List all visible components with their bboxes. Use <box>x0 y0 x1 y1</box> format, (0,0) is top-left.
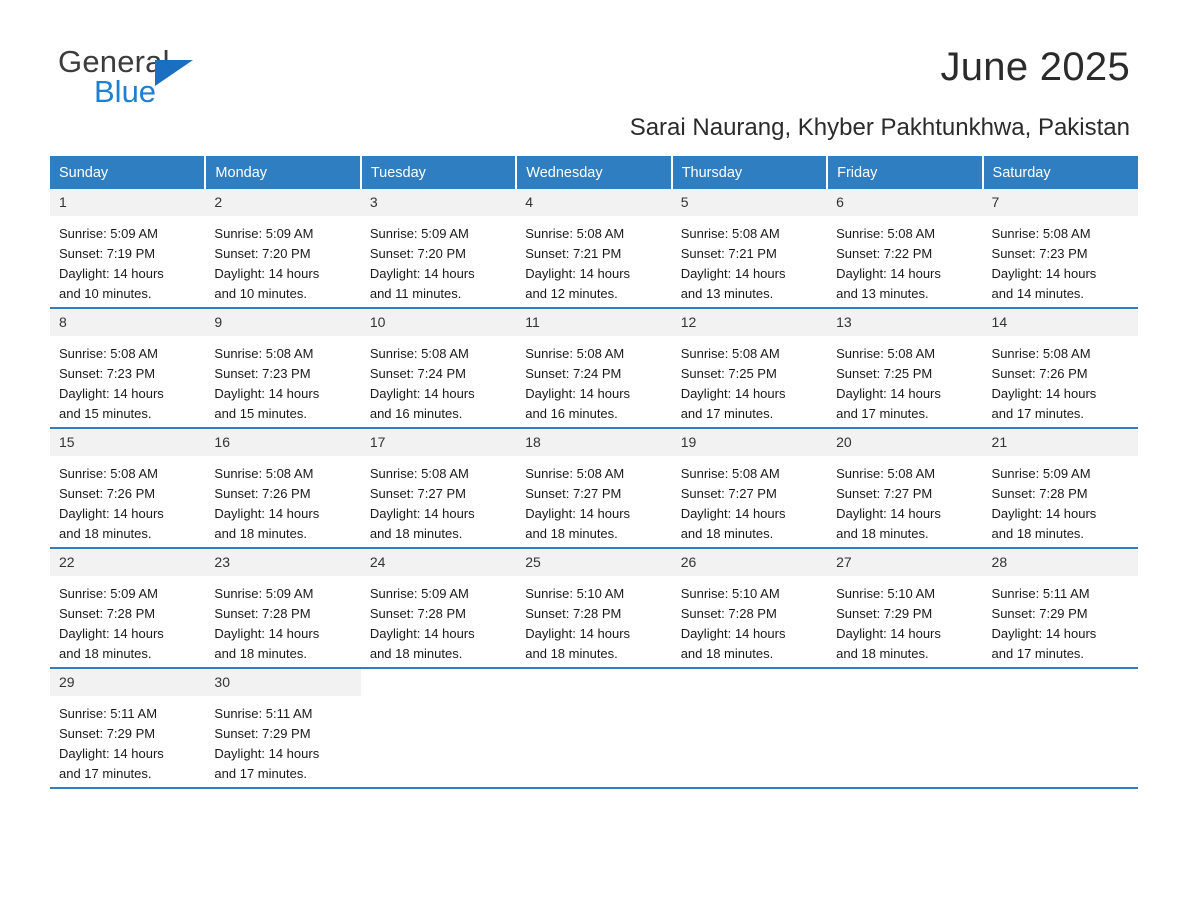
sunset-text: Sunset: 7:26 PM <box>214 486 311 501</box>
sunset-text: Sunset: 7:21 PM <box>525 246 622 261</box>
sunset-text: Sunset: 7:27 PM <box>836 486 933 501</box>
sunset-text: Sunset: 7:28 PM <box>991 486 1088 501</box>
day-details <box>50 576 205 664</box>
day-cell[interactable] <box>672 548 827 668</box>
sunrise-text: Sunrise: 5:09 AM <box>991 466 1091 481</box>
sunrise-text: Sunrise: 5:08 AM <box>836 466 936 481</box>
daylight-text-line2: and 18 minutes. <box>991 526 1085 541</box>
sunset-text: Sunset: 7:20 PM <box>369 246 466 261</box>
sunrise-text: Sunrise: 5:11 AM <box>991 586 1090 601</box>
daylight-text-line2: and 17 minutes. <box>59 766 152 781</box>
sunset-text: Sunset: 7:23 PM <box>59 366 156 381</box>
sunset-text: Sunset: 7:23 PM <box>991 246 1088 261</box>
daylight-text-line2: and 18 minutes. <box>59 646 152 661</box>
day-cell-empty <box>361 668 516 788</box>
calendar-week-row <box>50 428 1138 548</box>
daylight-text-line1: Daylight: 14 hours <box>836 506 941 521</box>
day-cell[interactable] <box>983 548 1138 668</box>
day-cell[interactable] <box>50 428 205 548</box>
daylight-text-line2: and 17 minutes. <box>214 766 307 781</box>
sunrise-text: Sunrise: 5:08 AM <box>59 466 158 481</box>
day-number: 6 <box>827 189 982 216</box>
calendar-week-row <box>50 308 1138 428</box>
daylight-text-line2: and 16 minutes. <box>369 406 463 421</box>
weekday-header-tuesday: Tuesday <box>361 156 516 189</box>
day-number: 24 <box>361 549 516 576</box>
sunrise-text: Sunrise: 5:08 AM <box>991 346 1091 361</box>
sunrise-text: Sunrise: 5:09 AM <box>369 586 469 601</box>
location-subtitle: Sarai Naurang, Khyber Pakhtunkhwa, Pakistan <box>629 114 1130 141</box>
day-number: 5 <box>672 189 827 216</box>
day-number: 8 <box>50 309 205 336</box>
sunrise-text: Sunrise: 5:08 AM <box>680 226 780 241</box>
day-cell[interactable] <box>205 428 360 548</box>
day-cell-empty <box>516 668 671 788</box>
day-number: 27 <box>827 549 982 576</box>
sunrise-text: Sunrise: 5:09 AM <box>214 226 314 241</box>
daylight-text-line2: and 11 minutes. <box>369 286 462 301</box>
logo-text-blue: Blue <box>94 74 157 109</box>
daylight-text-line1: Daylight: 14 hours <box>214 266 320 281</box>
daylight-text-line2: and 18 minutes. <box>369 526 463 541</box>
sunset-text: Sunset: 7:25 PM <box>680 366 777 381</box>
sunset-text: Sunset: 7:23 PM <box>214 366 311 381</box>
sunrise-text: Sunrise: 5:08 AM <box>680 346 780 361</box>
day-number: 14 <box>983 309 1138 336</box>
weekday-header-saturday: Saturday <box>983 156 1138 189</box>
sunrise-text: Sunrise: 5:09 AM <box>214 586 314 601</box>
weekday-header-sunday: Sunday <box>50 156 205 189</box>
daylight-text-line1: Daylight: 14 hours <box>525 506 631 521</box>
calendar-week-row <box>50 189 1138 308</box>
day-cell[interactable] <box>983 189 1138 308</box>
day-details <box>827 216 982 304</box>
sunset-text: Sunset: 7:27 PM <box>680 486 777 501</box>
sunset-text: Sunset: 7:24 PM <box>525 366 622 381</box>
sunrise-text: Sunrise: 5:08 AM <box>214 466 314 481</box>
daylight-text-line2: and 18 minutes. <box>525 526 618 541</box>
daylight-text-line1: Daylight: 14 hours <box>59 386 164 401</box>
day-details <box>361 456 516 544</box>
sunrise-text: Sunrise: 5:08 AM <box>836 346 936 361</box>
weekday-header-friday: Friday <box>827 156 982 189</box>
day-details <box>516 576 671 664</box>
day-cell-empty <box>672 668 827 788</box>
sunrise-text: Sunrise: 5:08 AM <box>369 346 469 361</box>
sunrise-text: Sunrise: 5:11 AM <box>59 706 158 721</box>
sunset-text: Sunset: 7:27 PM <box>525 486 622 501</box>
weekday-header-thursday: Thursday <box>672 156 827 189</box>
daylight-text-line2: and 18 minutes. <box>369 646 463 661</box>
day-details <box>50 456 205 544</box>
sunrise-sunset-calendar <box>50 156 1138 789</box>
day-number: 7 <box>983 189 1138 216</box>
day-details <box>672 456 827 544</box>
daylight-text-line1: Daylight: 14 hours <box>680 626 786 641</box>
daylight-text-line2: and 17 minutes. <box>680 406 774 421</box>
day-details <box>983 216 1138 304</box>
day-cell[interactable] <box>205 668 360 788</box>
day-number: 23 <box>205 549 360 576</box>
logo-text-general: General <box>58 44 170 79</box>
day-cell[interactable] <box>361 428 516 548</box>
day-cell[interactable] <box>361 548 516 668</box>
day-cell[interactable] <box>516 428 671 548</box>
daylight-text-line2: and 10 minutes. <box>214 286 307 301</box>
day-details <box>827 576 982 664</box>
daylight-text-line2: and 18 minutes. <box>59 526 152 541</box>
day-cell[interactable] <box>672 189 827 308</box>
sunset-text: Sunset: 7:29 PM <box>59 726 156 741</box>
day-cell[interactable] <box>516 308 671 428</box>
sunrise-text: Sunrise: 5:08 AM <box>836 226 936 241</box>
day-cell[interactable] <box>205 189 360 308</box>
day-details <box>516 216 671 304</box>
sunrise-text: Sunrise: 5:08 AM <box>991 226 1091 241</box>
daylight-text-line1: Daylight: 14 hours <box>525 386 631 401</box>
day-number: 29 <box>50 669 205 696</box>
sunset-text: Sunset: 7:28 PM <box>59 606 156 621</box>
sunrise-text: Sunrise: 5:08 AM <box>680 466 780 481</box>
day-number: 30 <box>205 669 360 696</box>
daylight-text-line2: and 12 minutes. <box>525 286 618 301</box>
day-cell[interactable] <box>827 308 982 428</box>
day-number: 3 <box>361 189 516 216</box>
daylight-text-line1: Daylight: 14 hours <box>214 626 320 641</box>
day-number: 17 <box>361 429 516 456</box>
day-cell[interactable] <box>983 308 1138 428</box>
daylight-text-line2: and 16 minutes. <box>525 406 618 421</box>
sunset-text: Sunset: 7:28 PM <box>369 606 466 621</box>
sunset-text: Sunset: 7:29 PM <box>991 606 1088 621</box>
day-number: 9 <box>205 309 360 336</box>
sunset-text: Sunset: 7:27 PM <box>369 486 466 501</box>
day-details <box>205 576 360 664</box>
day-details <box>50 336 205 424</box>
daylight-text-line2: and 18 minutes. <box>680 526 774 541</box>
daylight-text-line1: Daylight: 14 hours <box>525 626 631 641</box>
daylight-text-line2: and 18 minutes. <box>214 526 307 541</box>
weekday-header-wednesday: Wednesday <box>516 156 671 189</box>
sunset-text: Sunset: 7:26 PM <box>59 486 156 501</box>
day-cell[interactable] <box>50 308 205 428</box>
day-details <box>983 456 1138 544</box>
day-cell[interactable] <box>516 548 671 668</box>
day-number: 25 <box>516 549 671 576</box>
sunset-text: Sunset: 7:29 PM <box>214 726 311 741</box>
day-number: 21 <box>983 429 1138 456</box>
sunset-text: Sunset: 7:28 PM <box>525 606 622 621</box>
day-details <box>50 696 205 784</box>
day-details <box>983 336 1138 424</box>
day-number: 1 <box>50 189 205 216</box>
daylight-text-line2: and 10 minutes. <box>59 286 152 301</box>
daylight-text-line2: and 18 minutes. <box>214 646 307 661</box>
sunset-text: Sunset: 7:20 PM <box>214 246 311 261</box>
daylight-text-line1: Daylight: 14 hours <box>525 266 631 281</box>
day-number: 28 <box>983 549 1138 576</box>
daylight-text-line1: Daylight: 14 hours <box>214 506 320 521</box>
daylight-text-line1: Daylight: 14 hours <box>59 266 164 281</box>
sunrise-text: Sunrise: 5:08 AM <box>525 466 625 481</box>
day-cell[interactable] <box>50 189 205 308</box>
day-number: 20 <box>827 429 982 456</box>
day-cell[interactable] <box>672 308 827 428</box>
day-details <box>205 456 360 544</box>
sunset-text: Sunset: 7:22 PM <box>836 246 933 261</box>
weekday-header-monday: Monday <box>205 156 360 189</box>
daylight-text-line1: Daylight: 14 hours <box>991 506 1097 521</box>
day-cell[interactable] <box>50 548 205 668</box>
sunrise-text: Sunrise: 5:08 AM <box>369 466 469 481</box>
day-details <box>50 216 205 304</box>
day-cell[interactable] <box>983 428 1138 548</box>
day-cell[interactable] <box>50 668 205 788</box>
sunset-text: Sunset: 7:26 PM <box>991 366 1088 381</box>
day-cell[interactable] <box>516 189 671 308</box>
daylight-text-line2: and 15 minutes. <box>214 406 307 421</box>
daylight-text-line1: Daylight: 14 hours <box>680 506 786 521</box>
sunset-text: Sunset: 7:25 PM <box>836 366 933 381</box>
sunrise-text: Sunrise: 5:08 AM <box>59 346 158 361</box>
daylight-text-line1: Daylight: 14 hours <box>836 386 941 401</box>
sunset-text: Sunset: 7:28 PM <box>680 606 777 621</box>
sunrise-text: Sunrise: 5:08 AM <box>525 226 625 241</box>
daylight-text-line2: and 18 minutes. <box>525 646 618 661</box>
day-details <box>361 576 516 664</box>
day-details <box>205 336 360 424</box>
daylight-text-line2: and 18 minutes. <box>836 526 929 541</box>
sunset-text: Sunset: 7:29 PM <box>836 606 933 621</box>
daylight-text-line2: and 14 minutes. <box>991 286 1085 301</box>
day-number: 22 <box>50 549 205 576</box>
sunrise-text: Sunrise: 5:10 AM <box>680 586 780 601</box>
daylight-text-line2: and 13 minutes. <box>680 286 774 301</box>
daylight-text-line1: Daylight: 14 hours <box>369 506 475 521</box>
sunrise-text: Sunrise: 5:09 AM <box>59 586 158 601</box>
day-cell[interactable] <box>361 308 516 428</box>
sunrise-text: Sunrise: 5:10 AM <box>525 586 625 601</box>
weekday-header-row <box>50 156 1138 189</box>
day-details <box>361 336 516 424</box>
day-cell[interactable] <box>672 428 827 548</box>
day-cell[interactable] <box>361 189 516 308</box>
day-cell[interactable] <box>827 189 982 308</box>
logo-triangle-icon <box>155 60 193 86</box>
day-number: 11 <box>516 309 671 336</box>
sunset-text: Sunset: 7:28 PM <box>214 606 311 621</box>
day-details <box>205 696 360 784</box>
day-number: 19 <box>672 429 827 456</box>
daylight-text-line2: and 17 minutes. <box>991 406 1085 421</box>
sunrise-text: Sunrise: 5:08 AM <box>214 346 314 361</box>
daylight-text-line1: Daylight: 14 hours <box>214 386 320 401</box>
day-details <box>672 336 827 424</box>
sunrise-text: Sunrise: 5:09 AM <box>59 226 158 241</box>
day-details <box>672 216 827 304</box>
daylight-text-line1: Daylight: 14 hours <box>836 626 941 641</box>
day-number: 10 <box>361 309 516 336</box>
day-number: 12 <box>672 309 827 336</box>
day-cell[interactable] <box>205 308 360 428</box>
sunrise-text: Sunrise: 5:09 AM <box>369 226 469 241</box>
sunset-text: Sunset: 7:21 PM <box>680 246 777 261</box>
day-number: 15 <box>50 429 205 456</box>
daylight-text-line1: Daylight: 14 hours <box>59 746 164 761</box>
daylight-text-line1: Daylight: 14 hours <box>991 386 1097 401</box>
sunrise-text: Sunrise: 5:10 AM <box>836 586 936 601</box>
daylight-text-line1: Daylight: 14 hours <box>369 626 475 641</box>
daylight-text-line2: and 15 minutes. <box>59 406 152 421</box>
sunrise-text: Sunrise: 5:11 AM <box>214 706 313 721</box>
daylight-text-line1: Daylight: 14 hours <box>836 266 941 281</box>
daylight-text-line1: Daylight: 14 hours <box>680 266 786 281</box>
day-cell[interactable] <box>205 548 360 668</box>
day-number: 26 <box>672 549 827 576</box>
daylight-text-line2: and 18 minutes. <box>836 646 929 661</box>
day-number: 2 <box>205 189 360 216</box>
sunrise-text: Sunrise: 5:08 AM <box>525 346 625 361</box>
daylight-text-line2: and 13 minutes. <box>836 286 929 301</box>
daylight-text-line2: and 17 minutes. <box>836 406 929 421</box>
day-details <box>672 576 827 664</box>
daylight-text-line1: Daylight: 14 hours <box>991 626 1097 641</box>
daylight-text-line1: Daylight: 14 hours <box>59 626 164 641</box>
day-details <box>827 456 982 544</box>
day-number: 16 <box>205 429 360 456</box>
daylight-text-line1: Daylight: 14 hours <box>991 266 1097 281</box>
day-cell[interactable] <box>827 548 982 668</box>
page-header <box>50 0 1138 112</box>
page-title: June 2025 <box>940 45 1130 89</box>
day-cell-empty <box>983 668 1138 788</box>
sunset-text: Sunset: 7:24 PM <box>369 366 466 381</box>
daylight-text-line1: Daylight: 14 hours <box>369 386 475 401</box>
sunset-text: Sunset: 7:19 PM <box>59 246 156 261</box>
day-details <box>361 216 516 304</box>
daylight-text-line2: and 17 minutes. <box>991 646 1085 661</box>
daylight-text-line2: and 18 minutes. <box>680 646 774 661</box>
day-details <box>827 336 982 424</box>
day-details <box>516 456 671 544</box>
daylight-text-line1: Daylight: 14 hours <box>369 266 475 281</box>
daylight-text-line1: Daylight: 14 hours <box>680 386 786 401</box>
day-number: 4 <box>516 189 671 216</box>
day-number: 13 <box>827 309 982 336</box>
day-details <box>205 216 360 304</box>
calendar-week-row <box>50 548 1138 668</box>
calendar-week-row <box>50 668 1138 788</box>
day-number: 18 <box>516 429 671 456</box>
day-cell[interactable] <box>827 428 982 548</box>
daylight-text-line1: Daylight: 14 hours <box>214 746 320 761</box>
day-details <box>516 336 671 424</box>
day-cell-empty <box>827 668 982 788</box>
day-details <box>983 576 1138 664</box>
daylight-text-line1: Daylight: 14 hours <box>59 506 164 521</box>
generalblue-logo[interactable] <box>58 46 258 112</box>
